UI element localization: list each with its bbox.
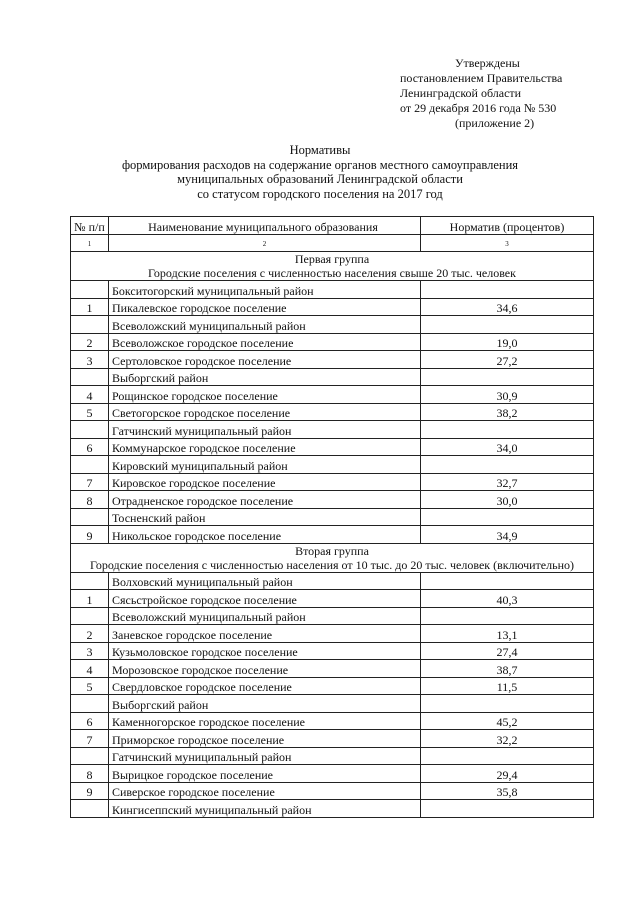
norm-value: 40,3 <box>421 590 594 608</box>
row-value-cell <box>421 456 594 474</box>
title-line: со статусом городского поселения на 2017 год <box>197 186 443 201</box>
row-value-cell <box>421 508 594 526</box>
district-row <box>71 508 594 526</box>
district-row <box>71 281 594 299</box>
row-num-cell <box>71 316 109 334</box>
table-index-row <box>71 234 594 252</box>
approval-line: постановлением Правительства <box>400 71 563 85</box>
table-row <box>71 333 594 351</box>
norm-value: 11,5 <box>421 677 594 695</box>
settlement-name: Сертоловское городское поселение <box>109 351 421 369</box>
row-num: 6 <box>71 438 109 456</box>
row-num-cell <box>71 607 109 625</box>
district-name: Гатчинский муниципальный район <box>109 421 421 439</box>
index-cell: 3 <box>421 234 594 252</box>
settlement-name: Светогорское городское поселение <box>109 403 421 421</box>
norm-value: 19,0 <box>421 333 594 351</box>
district-name: Выборгский район <box>109 695 421 713</box>
settlement-name: Заневское городское поселение <box>109 625 421 643</box>
settlement-name: Вырицкое городское поселение <box>109 765 421 783</box>
district-row <box>71 316 594 334</box>
row-num: 4 <box>71 660 109 678</box>
group-header-cell <box>71 543 594 572</box>
norm-value: 27,4 <box>421 642 594 660</box>
settlement-name: Всеволожское городское поселение <box>109 333 421 351</box>
row-num-cell <box>71 456 109 474</box>
group-header-row <box>71 252 594 281</box>
district-row <box>71 695 594 713</box>
row-num: 5 <box>71 403 109 421</box>
table-row <box>71 660 594 678</box>
norm-value: 32,2 <box>421 730 594 748</box>
group-title: Первая группа <box>294 252 370 266</box>
group-description: Городские поселения с численностью населения свыше 20 тыс. человек <box>148 266 516 280</box>
row-num: 5 <box>71 677 109 695</box>
settlement-name: Коммунарское городское поселение <box>109 438 421 456</box>
row-num: 1 <box>71 298 109 316</box>
row-num-cell <box>71 508 109 526</box>
row-value-cell <box>421 695 594 713</box>
table-header-row <box>71 217 594 235</box>
row-num: 2 <box>71 333 109 351</box>
group-title: Вторая группа <box>295 543 369 558</box>
district-row <box>71 456 594 474</box>
row-num: 8 <box>71 491 109 509</box>
table-row <box>71 642 594 660</box>
row-value-cell <box>421 281 594 299</box>
document-title <box>0 143 640 201</box>
settlement-name: Сиверское городское поселение <box>109 782 421 800</box>
approval-line: (приложение 2) <box>455 116 535 130</box>
settlement-name: Свердловское городское поселение <box>109 677 421 695</box>
row-value-cell <box>421 747 594 765</box>
group-description: Городские поселения с численностью населения от 10 тыс. до 20 тыс. человек (включительно) <box>90 557 574 572</box>
district-name: Всеволожский муниципальный район <box>109 607 421 625</box>
norm-value: 45,2 <box>421 712 594 730</box>
norm-value: 35,8 <box>421 782 594 800</box>
row-value-cell <box>421 800 594 818</box>
settlement-name: Каменногорское городское поселение <box>109 712 421 730</box>
settlement-name: Пикалевское городское поселение <box>109 298 421 316</box>
row-value-cell <box>421 607 594 625</box>
table-row <box>71 590 594 608</box>
norm-value: 34,0 <box>421 438 594 456</box>
row-value-cell <box>421 421 594 439</box>
row-num-cell <box>71 747 109 765</box>
table-row <box>71 438 594 456</box>
row-value-cell <box>421 368 594 386</box>
norm-value: 38,7 <box>421 660 594 678</box>
group-header-cell <box>71 252 594 281</box>
header-value: Норматив (процентов) <box>421 217 594 235</box>
settlement-name: Кировское городское поселение <box>109 473 421 491</box>
row-num-cell <box>71 368 109 386</box>
norms-table <box>70 216 594 818</box>
table-row <box>71 782 594 800</box>
table-row <box>71 386 594 404</box>
approval-stamp <box>400 56 562 131</box>
settlement-name: Отрадненское городское поселение <box>109 491 421 509</box>
index-cell: 1 <box>71 234 109 252</box>
table-row <box>71 473 594 491</box>
table-row <box>71 625 594 643</box>
district-name: Выборгский район <box>109 368 421 386</box>
table-row <box>71 491 594 509</box>
district-name: Кингисеппский муниципальный район <box>109 800 421 818</box>
settlement-name: Рощинское городское поселение <box>109 386 421 404</box>
row-num: 1 <box>71 590 109 608</box>
table-row <box>71 730 594 748</box>
index-cell: 2 <box>109 234 421 252</box>
district-name: Гатчинский муниципальный район <box>109 747 421 765</box>
approval-line: Ленинградской области <box>400 86 522 100</box>
settlement-name: Кузьмоловское городское поселение <box>109 642 421 660</box>
table-row <box>71 351 594 369</box>
district-name: Волховский муниципальный район <box>109 572 421 590</box>
row-num: 6 <box>71 712 109 730</box>
approval-line: Утверждены <box>455 56 520 70</box>
norm-value: 38,2 <box>421 403 594 421</box>
row-num-cell <box>71 800 109 818</box>
norm-value: 30,0 <box>421 491 594 509</box>
table-row <box>71 677 594 695</box>
district-name: Бокситогорский муниципальный район <box>109 281 421 299</box>
norm-value: 34,9 <box>421 526 594 544</box>
table-row <box>71 526 594 544</box>
district-row <box>71 747 594 765</box>
norm-value: 30,9 <box>421 386 594 404</box>
row-num-cell <box>71 421 109 439</box>
table-row <box>71 403 594 421</box>
row-value-cell <box>421 572 594 590</box>
norm-value: 27,2 <box>421 351 594 369</box>
norm-value: 29,4 <box>421 765 594 783</box>
approval-line: от 29 декабря 2016 года № 530 <box>400 101 557 115</box>
settlement-name: Никольское городское поселение <box>109 526 421 544</box>
norm-value: 32,7 <box>421 473 594 491</box>
district-row <box>71 368 594 386</box>
row-value-cell <box>421 316 594 334</box>
district-row <box>71 421 594 439</box>
norm-value: 13,1 <box>421 625 594 643</box>
district-row <box>71 800 594 818</box>
table-row <box>71 298 594 316</box>
title-line: Нормативы <box>289 143 351 157</box>
norm-value: 34,6 <box>421 298 594 316</box>
row-num-cell <box>71 281 109 299</box>
row-num: 4 <box>71 386 109 404</box>
row-num: 9 <box>71 782 109 800</box>
row-num: 7 <box>71 473 109 491</box>
row-num: 3 <box>71 642 109 660</box>
header-name: Наименование муниципального образования <box>109 217 421 235</box>
district-name: Тосненский район <box>109 508 421 526</box>
row-num: 9 <box>71 526 109 544</box>
title-line: муниципальных образований Ленинградской области <box>177 172 463 186</box>
settlement-name: Сясьстройское городское поселение <box>109 590 421 608</box>
header-num: № п/п <box>71 217 109 235</box>
row-num-cell <box>71 572 109 590</box>
row-num-cell <box>71 695 109 713</box>
district-name: Всеволожский муниципальный район <box>109 316 421 334</box>
table-row <box>71 765 594 783</box>
district-name: Кировский муниципальный район <box>109 456 421 474</box>
district-row <box>71 607 594 625</box>
settlement-name: Морозовское городское поселение <box>109 660 421 678</box>
row-num: 2 <box>71 625 109 643</box>
row-num: 8 <box>71 765 109 783</box>
district-row <box>71 572 594 590</box>
title-line: формирования расходов на содержание органов местного самоуправления <box>121 157 519 172</box>
row-num: 3 <box>71 351 109 369</box>
table-row <box>71 712 594 730</box>
settlement-name: Приморское городское поселение <box>109 730 421 748</box>
row-num: 7 <box>71 730 109 748</box>
group-header-row <box>71 543 594 572</box>
